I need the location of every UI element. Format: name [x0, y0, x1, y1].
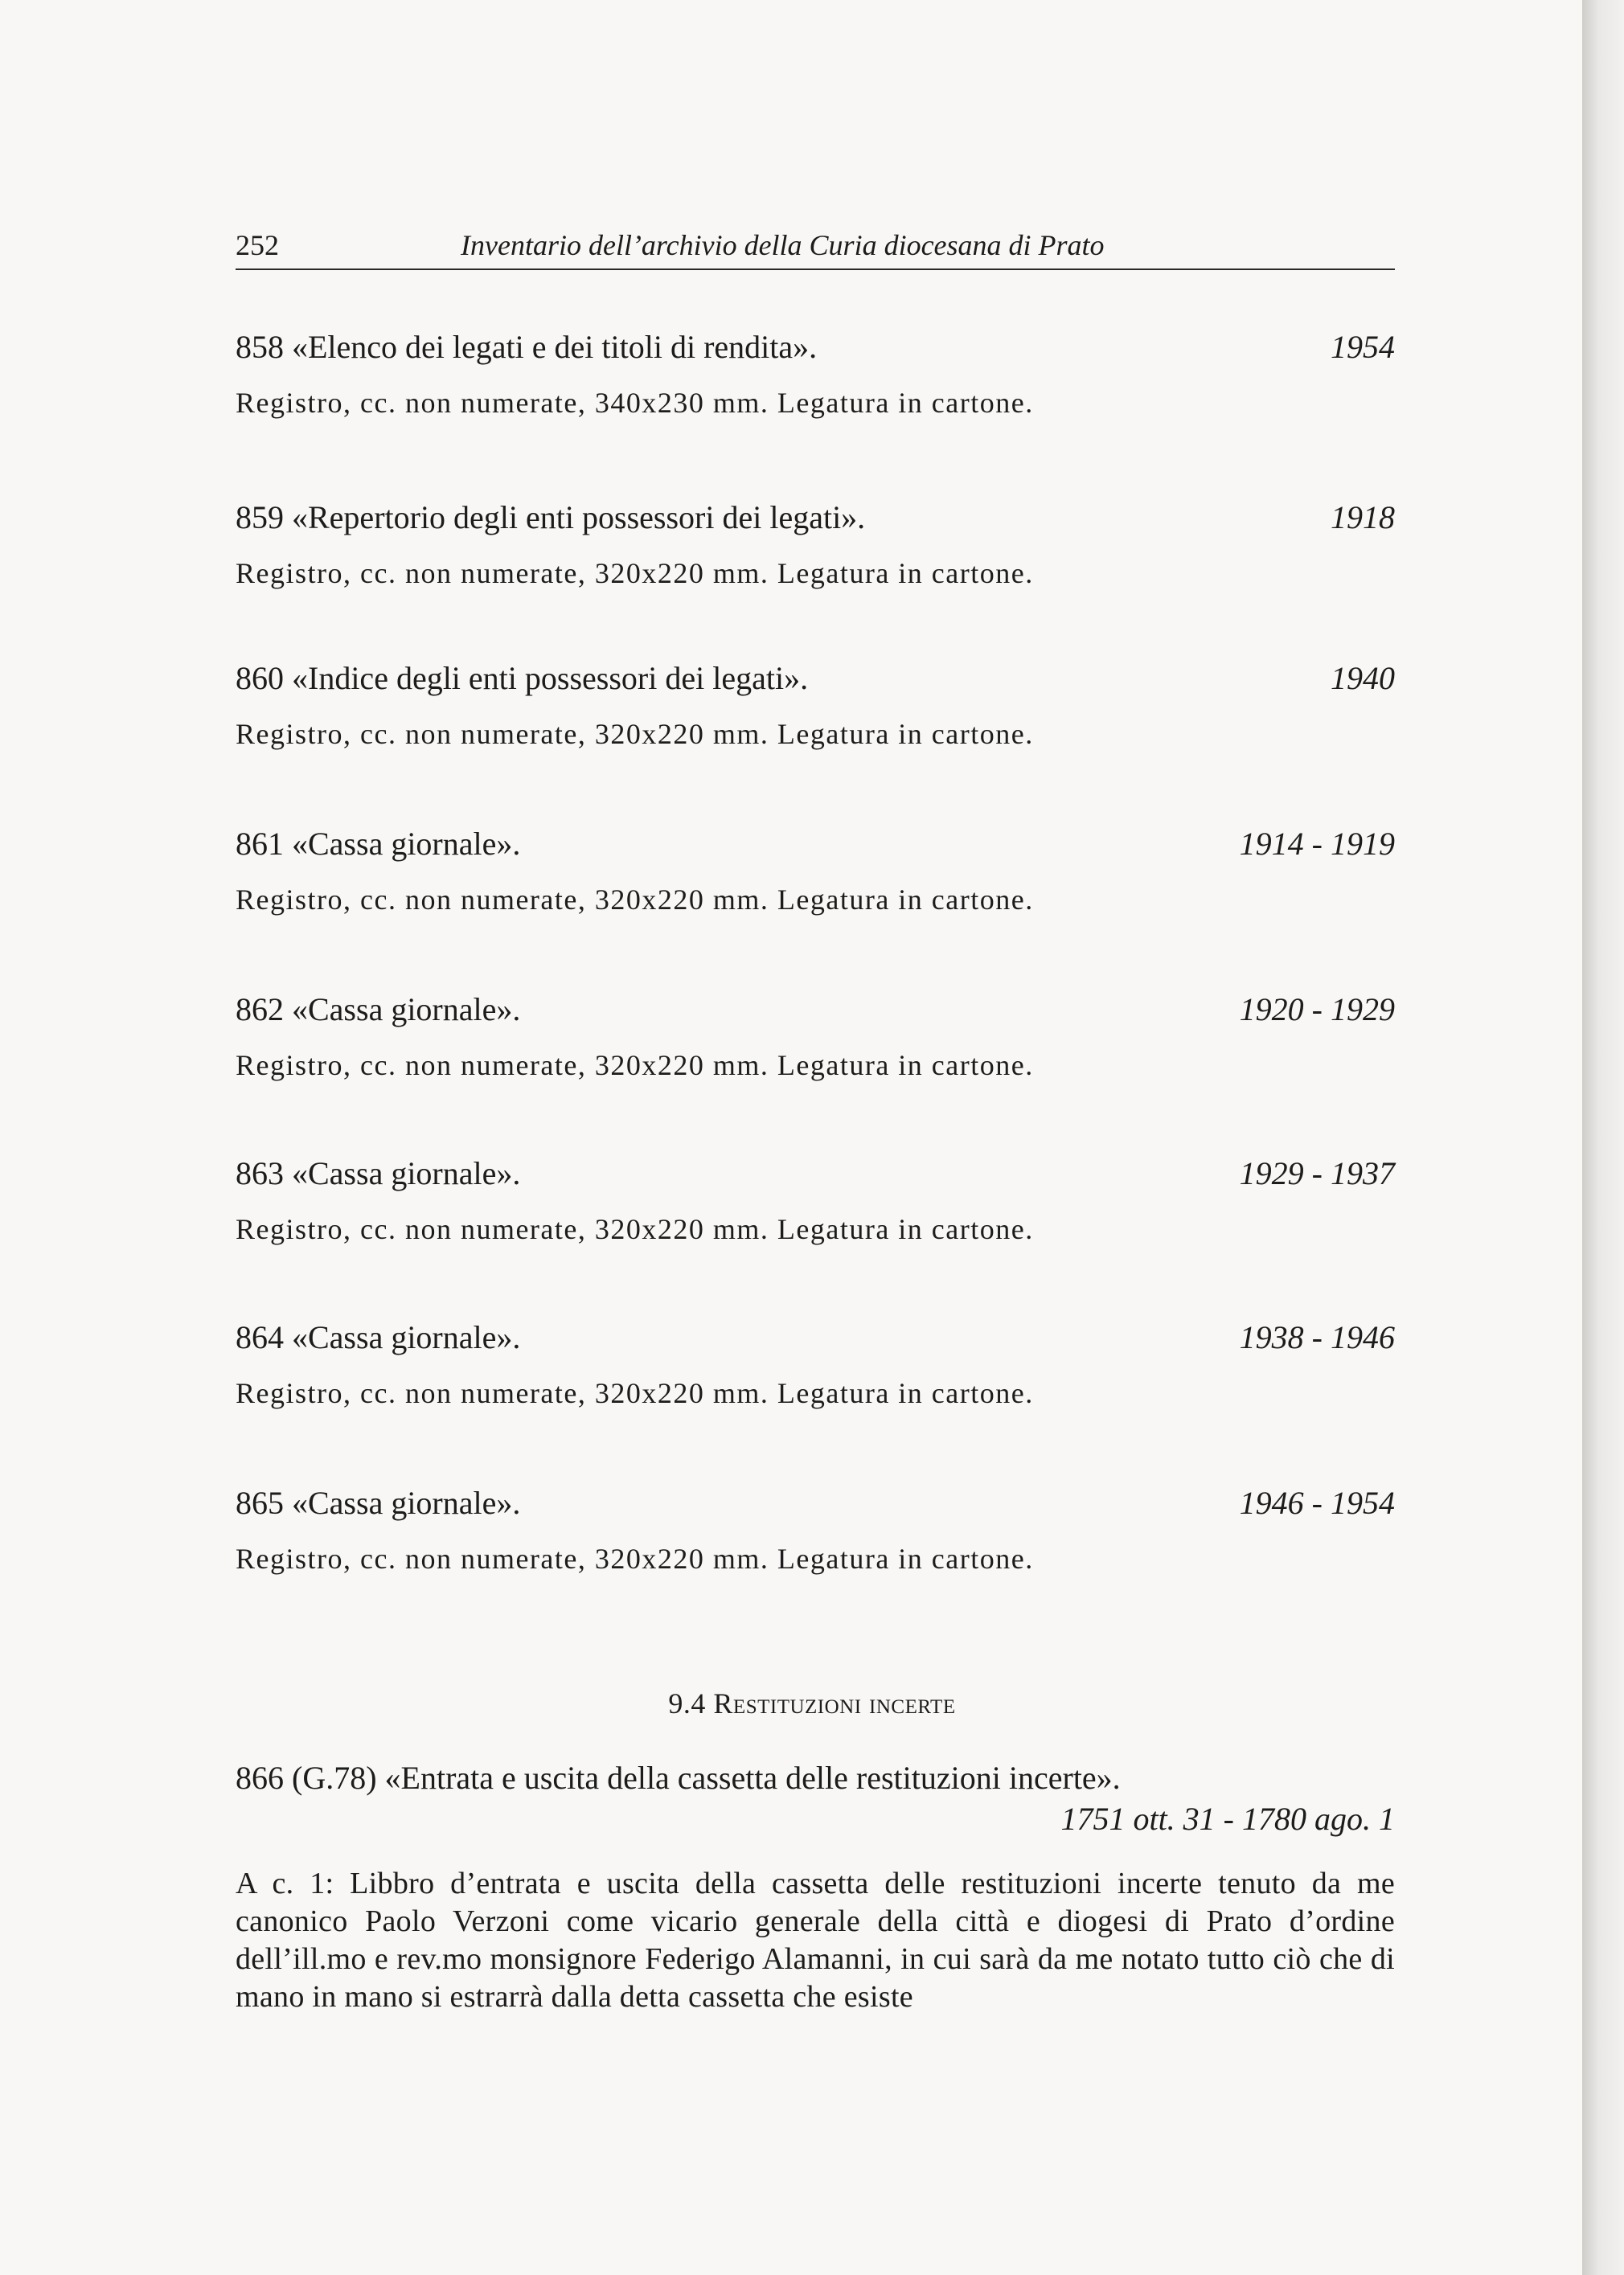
- inventory-entry-864: [236, 1318, 1395, 1410]
- running-header: [236, 228, 1395, 270]
- entry-date: 1954: [1331, 329, 1395, 365]
- entry-date: 1929 - 1937: [1239, 1155, 1395, 1191]
- entry-description: Registro, cc. non numerate, 320x220 mm. Legatura in cartone.: [236, 1543, 1034, 1575]
- entry-date: 1938 - 1946: [1239, 1319, 1395, 1355]
- inventory-entry-861: [236, 825, 1395, 916]
- entry-title: 865 «Cassa giornale».: [236, 1485, 521, 1521]
- section-heading: [0, 1687, 1624, 1720]
- entry-date: 1946 - 1954: [1239, 1485, 1395, 1521]
- entry-title: 860 «Indice degli enti possessori dei legati».: [236, 660, 809, 696]
- entry-text-paragraph: A c. 1: Libbro d’entrata e uscita della cassetta delle restituzioni incerte tenuto da me canonico Paolo Verzoni come vicario generale della città e diogesi di Prato d’ordine dell’ill.mo e rev.mo monsignore Federigo Alamanni, in cui sarà da me notato tutto ciò che di mano in mano si estrarrà dalla detta cassetta che esiste: [236, 1867, 1395, 2015]
- entry-date: 1920 - 1929: [1239, 991, 1395, 1027]
- entry-date: 1940: [1331, 660, 1395, 696]
- entry-description: Registro, cc. non numerate, 340x230 mm. Legatura in cartone.: [236, 387, 1034, 419]
- entry-title: 862 «Cassa giornale».: [236, 991, 521, 1027]
- page-edge: [1582, 0, 1624, 2275]
- inventory-entry-860: [236, 659, 1395, 751]
- section-number: 9.4: [668, 1687, 706, 1720]
- entry-title: 864 «Cassa giornale».: [236, 1319, 521, 1355]
- entry-description: Registro, cc. non numerate, 320x220 mm. Legatura in cartone.: [236, 1049, 1034, 1081]
- page-number: 252: [236, 229, 279, 261]
- entry-date: 1751 ott. 31 - 1780 ago. 1: [1060, 1801, 1395, 1837]
- entry-description: Registro, cc. non numerate, 320x220 mm. Legatura in cartone.: [236, 883, 1034, 916]
- running-title: Inventario dell’archivio della Curia diocesana di Prato: [461, 229, 1105, 261]
- entry-title: 861 «Cassa giornale».: [236, 826, 521, 862]
- inventory-entry-863: [236, 1154, 1395, 1246]
- inventory-entry-859: [236, 498, 1395, 590]
- inventory-entry-865: [236, 1484, 1395, 1576]
- entry-description: Registro, cc. non numerate, 320x220 mm. Legatura in cartone.: [236, 557, 1034, 589]
- entry-title: 863 «Cassa giornale».: [236, 1155, 521, 1191]
- entry-description: Registro, cc. non numerate, 320x220 mm. Legatura in cartone.: [236, 1213, 1034, 1245]
- entry-title: 858 «Elenco dei legati e dei titoli di rendita».: [236, 329, 818, 365]
- inventory-entry-862: [236, 990, 1395, 1082]
- entry-description: Registro, cc. non numerate, 320x220 mm. Legatura in cartone.: [236, 1377, 1034, 1409]
- section-title: Restituzioni incerte: [713, 1687, 956, 1720]
- entry-date: 1914 - 1919: [1239, 826, 1395, 862]
- entry-description: Registro, cc. non numerate, 320x220 mm. Legatura in cartone.: [236, 718, 1034, 750]
- inventory-entry-866: [236, 1759, 1395, 1838]
- inventory-entry-858: [236, 328, 1395, 420]
- entry-date: 1918: [1331, 499, 1395, 535]
- entry-title: 866 (G.78) «Entrata e uscita della cassetta delle restituzioni incerte».: [236, 1760, 1121, 1796]
- entry-title: 859 «Repertorio degli enti possessori dei legati».: [236, 499, 866, 535]
